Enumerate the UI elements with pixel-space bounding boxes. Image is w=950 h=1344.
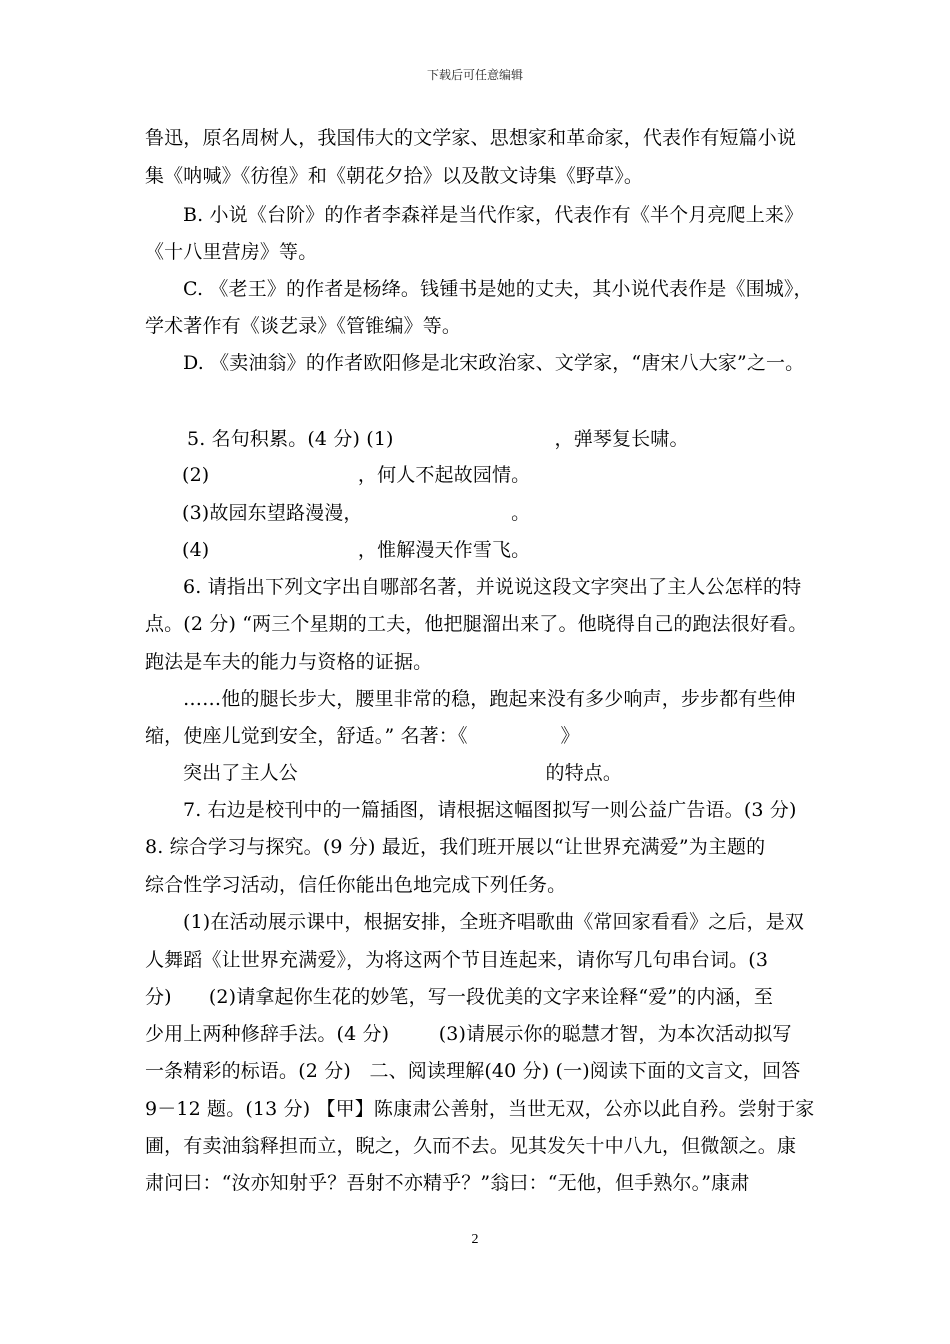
text-line: 9－12 题。(13 分) 【甲】陈康肃公善射，当世无双，公亦以此自矜。尝射于家 (145, 1098, 815, 1120)
question-5-item-4: (4) ，惟解漫天作雪飞。 (182, 539, 531, 561)
text-line: 综合性学习活动，信任你能出色地完成下列任务。 (145, 874, 567, 896)
text-line: ……他的腿长步大，腰里非常的稳，跑起来没有多少响声，步步都有些伸 (183, 688, 796, 710)
text-line: 分) (2)请拿起你生花的妙笔，写一段优美的文字来诠释“爱”的内涵，至 (145, 986, 773, 1008)
page-header: 下载后可任意编辑 (426, 68, 523, 82)
page-number: 2 (471, 1232, 479, 1247)
text-line: 人舞蹈《让世界充满爱》，为将这两个节目连起来，请你写几句串台词。(3 (145, 949, 769, 971)
text-line: 圃，有卖油翁释担而立，睨之，久而不去。见其发矢十中八九，但微颔之。康 (145, 1135, 797, 1157)
option-c-line: C. 《老王》的作者是杨绛。钱锺书是她的丈夫，其小说代表作是《围城》， (183, 278, 813, 300)
option-d-line: D. 《卖油翁》的作者欧阳修是北宋政治家、文学家，“唐宋八大家”之一。 (183, 352, 805, 374)
text-line: 《十八里营房》等。 (145, 241, 318, 263)
question-5-item-3: (3)故园东望路漫漫， 。 (182, 502, 531, 524)
text-line: 点。(2 分) “两三个星期的工夫，他把腿溜出来了。他晓得自己的跑法很好看。 (145, 613, 808, 635)
question-8-line: 8. 综合学习与探究。(9 分) 最近，我们班开展以“让世界充满爱”为主题的 (145, 836, 766, 858)
question-7-line: 7. 右边是校刊中的一篇插图，请根据这幅图拟写一则公益广告语。(3 分) (183, 799, 797, 821)
text-line: 缩，使座儿觉到安全，舒适。” 名著：《 》 (145, 725, 580, 747)
text-line: 一条精彩的标语。(2 分) 二、阅读理解(40 分) (一)阅读下面的文言文，回答 (145, 1060, 801, 1082)
text-line: 鲁迅，原名周树人，我国伟大的文学家、思想家和革命家，代表作有短篇小说 (145, 127, 797, 149)
text-line: 集《呐喊》《彷徨》和《朝花夕拾》以及散文诗集《野草》。 (145, 165, 644, 187)
text-line: 学术著作有《谈艺录》《管锥编》等。 (145, 315, 462, 337)
text-line: 少用上两种修辞手法。(4 分) (3)请展示你的聪慧才智，为本次活动拟写 (145, 1023, 792, 1045)
text-line: 跑法是车夫的能力与资格的证据。 (145, 651, 433, 673)
question-5-item-2: (2) ，何人不起故园情。 (182, 464, 531, 486)
text-line: 突出了主人公 的特点。 (183, 762, 623, 784)
option-b-line: B. 小说《台阶》的作者李森祥是当代作家，代表作有《半个月亮爬上来》 (183, 204, 804, 226)
text-line: 肃问曰：“汝亦知射乎？吾射不亦精乎？”翁曰：“无他，但手熟尔。”康肃 (145, 1172, 750, 1194)
question-6-line: 6. 请指出下列文字出自哪部名著，并说说这段文字突出了主人公怎样的特 (183, 576, 802, 598)
text-line: (1)在活动展示课中，根据安排，全班齐唱歌曲《常回家看看》之后，是双 (183, 911, 805, 933)
question-5-line: 5. 名句积累。(4 分) (1) ，弹琴复长啸。 (187, 428, 689, 450)
